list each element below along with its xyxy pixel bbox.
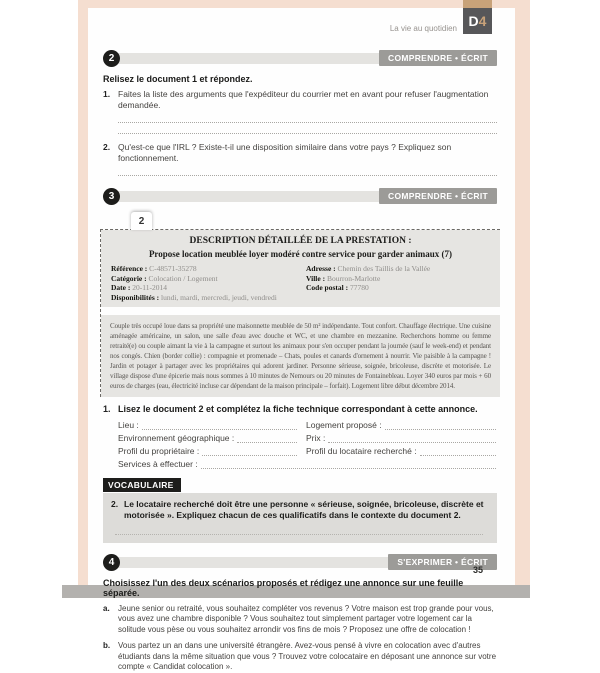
question-number: 2. — [103, 142, 111, 152]
dossier-badge — [463, 8, 492, 34]
fiche-technique-form — [118, 418, 497, 470]
answer-line — [115, 521, 483, 535]
field-value: Chemin des Taillis de la Vallée — [337, 264, 431, 273]
exercise-2-question-2 — [103, 142, 497, 163]
ad-field-reference — [111, 264, 306, 274]
form-field-environnement — [118, 433, 298, 444]
field-value: 77780 — [349, 283, 369, 292]
form-row — [118, 457, 497, 470]
fill-in-line — [142, 429, 297, 430]
exercise-2-question-1 — [103, 89, 497, 110]
exercise-3-skill-badge: COMPRENDRE • ÉCRIT — [379, 188, 497, 204]
form-label: Profil du locataire recherché : — [306, 445, 417, 456]
vocabulaire-question — [111, 499, 487, 521]
fill-in-line — [385, 429, 496, 430]
form-label: Lieu : — [118, 419, 139, 430]
answer-line — [118, 123, 497, 134]
scenario-letter: a. — [103, 603, 110, 613]
ad-header — [101, 230, 500, 307]
form-row — [118, 431, 497, 444]
exercise-3-number-circle: 3 — [103, 188, 120, 205]
scenario-text: Vous partez un an dans une université étrangère. Avez-vous pensé à vivre en colocation avec d'autres étudiants dans la même situation que vous ? Trouvez votre colocataire en déposant une annonce sur votre compte « Candidat colocation ». — [118, 641, 497, 671]
form-field-prix — [306, 433, 497, 444]
scenario-text: Jeune senior ou retraité, vous souhaitez compléter vos revenus ? Votre maison est trop grande pour vous, vous avez une chambre disponible ? Vous souhaitez tout simplement partager votre logement car la solitude vous pèse ou vous souhaitez arrondir vos fins de mois ? Proposez une offre de colocation ! — [118, 603, 494, 634]
field-value: lundi, mardi, mercredi, jeudi, vendredi — [161, 292, 277, 302]
ad-field-date — [111, 283, 306, 293]
page-header — [103, 8, 497, 44]
field-label: Catégorie : — [111, 273, 149, 283]
vocabulaire-badge: VOCABULAIRE — [103, 478, 181, 492]
dossier-number: 4 — [478, 13, 487, 29]
field-label: Code postal : — [306, 283, 350, 292]
document-2-tab: 2 — [131, 212, 152, 230]
form-field-proprietaire — [118, 446, 298, 457]
field-label: Disponibilités : — [111, 292, 162, 302]
exercise-4-instruction: Choisissez l'un des deux scénarios proposés et rédigez une annonce sur une feuille séparée. — [103, 577, 464, 598]
exercise-3-header — [103, 188, 497, 205]
question-text: Qu'est-ce que l'IRL ? Existe-t-il une disposition similaire dans votre pays ? Expliquez son fonctionnement. — [118, 142, 452, 163]
form-label: Environnement géographique : — [118, 432, 235, 443]
dossier-tab — [463, 0, 492, 34]
ad-body-text: Couple très occupé loue dans sa propriété une maisonnette meublée de 50 m² indépendante. Tout confort. Chauffage électrique. Une cuisine aménagée américaine, un salon, une salle d'eau avec douche et WC, et une chambre en mezzanine. Recherchons homme ou femme retraité(e) ou couple aimant la vie à la campagne et surtout les animaux pour s'en occuper pendant la journée (sauf le week-end) et pendant nos congés. Chien (border collie) : compagnie et promenade – Chats, poules et canards d'ornement à nourrir. Vie paisible à la campagne ! Jardin et potager à partager avec les propriétaires qui adorent jardiner. Personne sérieuse, soignée, bricoleuse, discrète et motorisée. Le village dispose d'une épicerie mais nous sommes à 10 minutes de Nemours ou 20 minutes de Fontainebleau. Loyer 340 euros par mois + 60 euros de charges (eau, électricité incluse car dépendant de la maison principale – forfait). Logement libre début décembre 2014. — [101, 315, 500, 397]
exercise-2-instruction: Relisez le document 1 et répondez. — [103, 74, 253, 84]
chapter-label: La vie au quotidien — [389, 24, 457, 33]
question-text: Le locataire recherché doit être une personne « sérieuse, soignée, bricoleuse, discrète et motorisée ». Expliquez chacun de ces qualificatifs dans le contexte du document 2. — [124, 498, 484, 520]
question-number: 2. — [111, 498, 119, 509]
exercise-3-question-1 — [103, 404, 497, 415]
scenario-b — [103, 641, 497, 673]
exercise-4-header — [103, 554, 497, 571]
ad-fields-grid — [111, 264, 490, 293]
field-label: Ville : — [306, 273, 327, 283]
fill-in-line — [420, 455, 496, 456]
fill-in-line — [328, 442, 496, 443]
form-field-locataire — [306, 446, 497, 457]
form-label: Profil du propriétaire : — [118, 445, 200, 456]
ad-field-categorie — [111, 274, 306, 284]
fill-in-line — [237, 442, 297, 443]
form-field-lieu — [118, 420, 298, 431]
field-label: Référence : — [111, 264, 150, 273]
answer-line — [118, 165, 497, 176]
ad-field-adresse — [306, 264, 490, 274]
field-value: Colocation / Logement — [148, 273, 218, 283]
exercise-2-header — [103, 50, 497, 67]
scenario-a — [103, 604, 497, 636]
dossier-tab-top — [463, 0, 492, 8]
ad-title: DESCRIPTION DÉTAILLÉE DE LA PRESTATION : — [189, 236, 412, 246]
fill-in-line — [202, 455, 297, 456]
workbook-page — [88, 8, 515, 671]
document-2-ad — [100, 216, 500, 397]
field-label: Adresse : — [306, 264, 338, 273]
question-text: Lisez le document 2 et complétez la fiche technique correspondant à cette annonce. — [118, 404, 478, 414]
vocabulaire-box — [103, 493, 497, 543]
form-label: Services à effectuer : — [118, 458, 198, 469]
exercise-4-skill-badge: S'EXPRIMER • ÉCRIT — [388, 554, 497, 570]
field-label: Date : — [111, 283, 133, 292]
question-text: Faites la liste des arguments que l'expéditeur du courrier met en avant pour refuser l'augmentation demandée. — [118, 89, 489, 110]
field-value: Bourron-Marlotte — [326, 273, 381, 283]
field-value: 20-11-2014 — [132, 283, 167, 292]
ad-field-code-postal — [306, 283, 490, 293]
exercise-2-number-circle: 2 — [103, 50, 120, 67]
answer-line — [118, 112, 497, 123]
form-field-services — [118, 459, 497, 470]
form-field-logement — [306, 420, 497, 431]
scenario-letter: b. — [103, 641, 111, 650]
ad-section-gap — [101, 307, 500, 315]
form-row — [118, 444, 497, 457]
form-label: Logement proposé : — [306, 419, 382, 430]
ad-subtitle: Propose location meublée loyer modéré contre service pour garder animaux (7) — [148, 249, 453, 259]
ad-field-ville — [306, 274, 490, 284]
question-number: 1. — [103, 89, 111, 99]
ad-field-disponibilites — [111, 293, 490, 303]
page-number: 35 — [472, 565, 483, 575]
fill-in-line — [201, 468, 496, 469]
question-number: 1. — [103, 404, 111, 414]
exercise-2-skill-badge: COMPRENDRE • ÉCRIT — [379, 50, 497, 66]
dossier-letter: D — [468, 13, 479, 29]
exercise-4-number-circle: 4 — [103, 554, 120, 571]
field-value: C-48571-35278 — [149, 264, 197, 273]
form-row — [118, 418, 497, 431]
form-label: Prix : — [306, 432, 326, 443]
